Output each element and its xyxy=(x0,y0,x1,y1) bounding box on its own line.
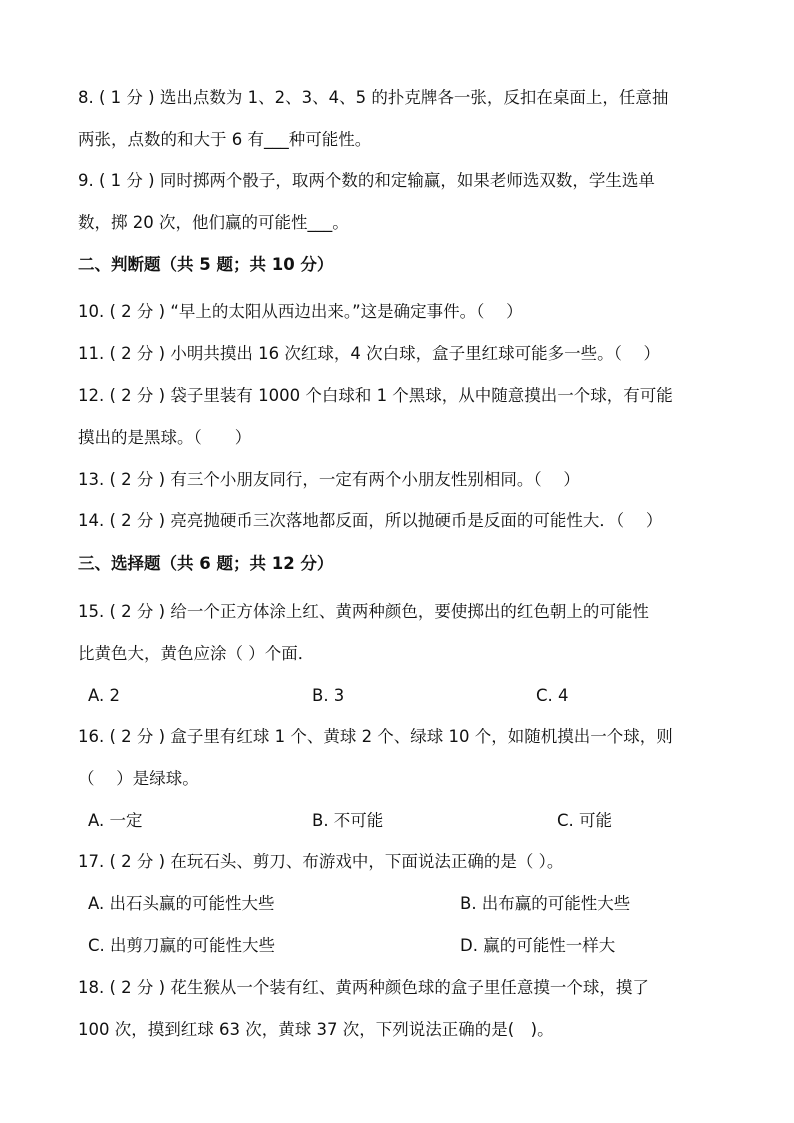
question-16-line-2: （ ）是绿球。 xyxy=(78,769,199,788)
question-16-option-b: B. 不可能 xyxy=(312,811,384,830)
question-17-option-b: B. 出布赢的可能性大些 xyxy=(460,894,631,913)
question-9-line-1: 9. ( 1 分 ) 同时掷两个骰子，取两个数的和定输赢，如果老师选双数，学生选单 xyxy=(78,171,655,190)
question-10: 10. ( 2 分 ) “早上的太阳从西边出来。”这是确定事件。（ ） xyxy=(78,302,523,321)
question-17-option-a: A. 出石头赢的可能性大些 xyxy=(88,894,275,913)
question-15-option-b: B. 3 xyxy=(312,686,345,705)
question-8-line-2: 两张，点数的和大于 6 有___种可能性。 xyxy=(78,130,372,149)
question-12-line-2: 摸出的是黑球。（ ） xyxy=(78,428,252,447)
question-15-line-2: 比黄色大，黄色应涂（ ）个面． xyxy=(78,644,315,663)
question-15-line-1: 15. ( 2 分 ) 给一个正方体涂上红、黄两种颜色，要使掷出的红色朝上的可能性 xyxy=(78,602,649,621)
question-18-line-1: 18. ( 2 分 ) 花生猴从一个装有红、黄两种颜色球的盒子里任意摸一个球，摸了 xyxy=(78,978,649,997)
question-11: 11. ( 2 分 ) 小明共摸出 16 次红球，4 次白球，盒子里红球可能多一些。（ ） xyxy=(78,344,661,363)
question-18-line-2: 100 次，摸到红球 63 次，黄球 37 次，下列说法正确的是( )。 xyxy=(78,1020,554,1039)
question-9-line-2: 数，掷 20 次，他们赢的可能性___。 xyxy=(78,213,349,232)
question-16-option-a: A. 一定 xyxy=(88,811,143,830)
question-16-line-1: 16. ( 2 分 ) 盒子里有红球 1 个、黄球 2 个、绿球 10 个，如随机摸出一个球，则 xyxy=(78,727,673,746)
question-12-line-1: 12. ( 2 分 ) 袋子里装有 1000 个白球和 1 个黑球，从中随意摸出一个球，有可能 xyxy=(78,386,673,405)
question-16-option-c: C. 可能 xyxy=(557,811,613,830)
question-13: 13. ( 2 分 ) 有三个小朋友同行，一定有两个小朋友性别相同。（ ） xyxy=(78,470,580,489)
question-15-option-a: A. 2 xyxy=(88,686,120,705)
section-3-heading: 三、选择题（共 6 题；共 12 分） xyxy=(78,554,334,573)
section-2-heading: 二、判断题（共 5 题；共 10 分） xyxy=(78,255,334,274)
question-17-option-d: D. 赢的可能性一样大 xyxy=(460,936,616,955)
question-15-option-c: C. 4 xyxy=(536,686,569,705)
question-17-option-c: C. 出剪刀赢的可能性大些 xyxy=(88,936,276,955)
question-17-line-1: 17. ( 2 分 ) 在玩石头、剪刀、布游戏中，下面说法正确的是（ ）。 xyxy=(78,852,564,871)
question-8-line-1: 8. ( 1 分 ) 选出点数为 1、2、3、4、5 的扑克牌各一张，反扣在桌面上，任意抽 xyxy=(78,88,669,107)
question-14: 14. ( 2 分 ) 亮亮抛硬币三次落地都反面，所以抛硬币是反面的可能性大．（ ） xyxy=(78,511,663,530)
